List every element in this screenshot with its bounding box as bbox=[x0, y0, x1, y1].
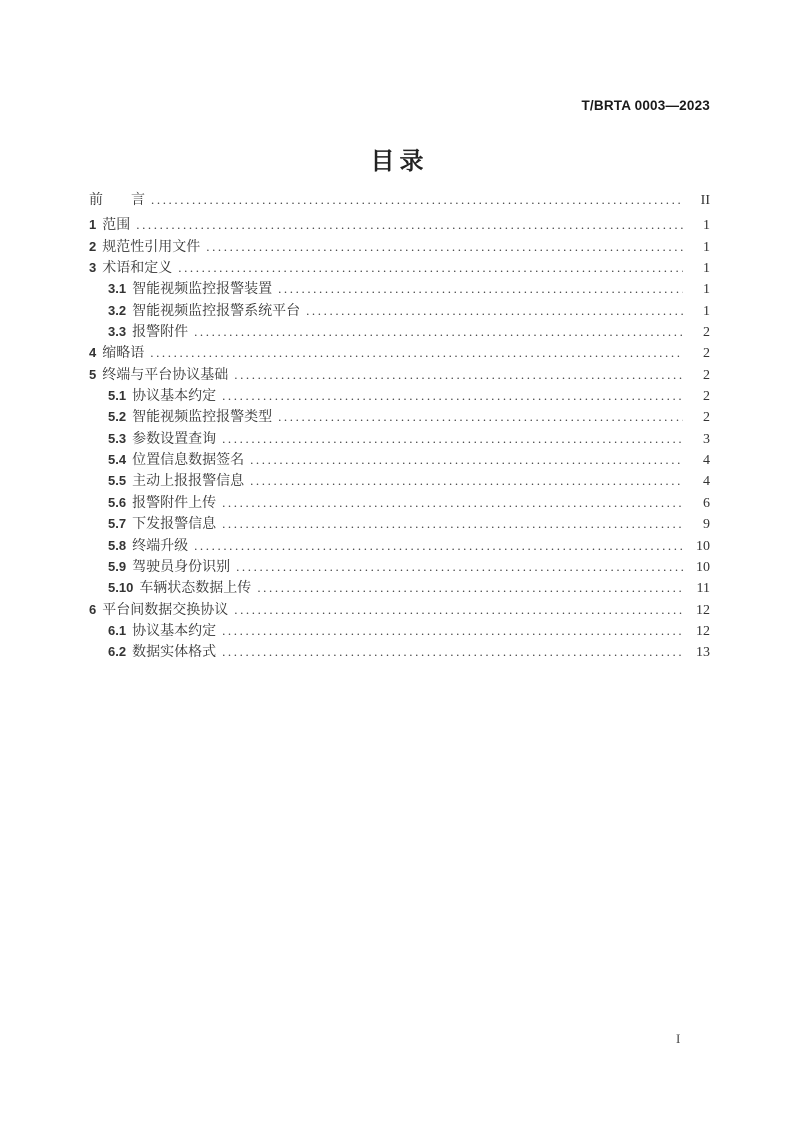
toc-entry-number: 3 bbox=[89, 260, 97, 276]
toc-entry-label: 术语和定义 bbox=[102, 261, 173, 277]
document-number: T/BRTA 0003—2023 bbox=[581, 98, 710, 113]
toc-entry-page: 6 bbox=[703, 495, 710, 511]
toc-entry bbox=[89, 620, 710, 641]
toc-entry-label: 终端升级 bbox=[132, 538, 189, 554]
toc-entry bbox=[89, 535, 710, 556]
toc-entry bbox=[89, 641, 710, 662]
toc-leader-dots bbox=[222, 516, 683, 533]
toc-entry-number: 5.2 bbox=[108, 409, 127, 425]
toc-entry-page: 12 bbox=[696, 623, 710, 639]
toc-entry-page: 2 bbox=[703, 325, 710, 341]
toc-leader-dots bbox=[278, 281, 683, 298]
toc-leader-dots bbox=[234, 367, 683, 384]
toc-leader-dots bbox=[234, 602, 683, 619]
toc-entry-label: 位置信息数据签名 bbox=[132, 453, 245, 469]
toc-entry-label: 平台间数据交换协议 bbox=[102, 602, 229, 618]
toc-entry bbox=[89, 577, 710, 598]
toc-entry-page: 13 bbox=[696, 645, 710, 661]
toc-entry-page: 1 bbox=[703, 261, 710, 277]
toc-entry bbox=[89, 385, 710, 406]
toc-entry bbox=[89, 189, 710, 210]
toc-entry-page: 4 bbox=[703, 453, 710, 469]
toc-entry bbox=[89, 470, 710, 491]
toc-entry bbox=[89, 406, 710, 427]
toc-entry-label: 报警附件 bbox=[132, 325, 189, 341]
toc-entry-page: 1 bbox=[703, 218, 710, 234]
toc-entry-page: 10 bbox=[696, 559, 710, 575]
toc-entry-label: 范围 bbox=[102, 218, 131, 234]
toc-leader-dots bbox=[222, 388, 683, 405]
toc-entry bbox=[89, 513, 710, 534]
toc-leader-dots bbox=[206, 239, 683, 256]
toc-entry bbox=[89, 599, 710, 620]
toc-entry-page: 2 bbox=[703, 389, 710, 405]
toc-leader-dots bbox=[222, 495, 683, 512]
toc-entry bbox=[89, 278, 710, 299]
toc-entry-label: 协议基本约定 bbox=[132, 623, 217, 639]
toc-entry-page: 1 bbox=[703, 303, 710, 319]
toc-leader-dots bbox=[136, 217, 683, 234]
toc-entry-page: 10 bbox=[696, 538, 710, 554]
toc-entry-number: 5.6 bbox=[108, 494, 127, 510]
toc-entry-label: 主动上报报警信息 bbox=[132, 474, 245, 490]
toc-entry bbox=[89, 236, 710, 257]
toc-entry-number: 5.9 bbox=[108, 558, 127, 574]
toc-entry-label: 车辆状态数据上传 bbox=[139, 581, 252, 597]
toc-entry-label: 报警附件上传 bbox=[132, 495, 217, 511]
toc-leader-dots bbox=[236, 559, 683, 576]
toc-entry bbox=[89, 428, 710, 449]
toc-entry bbox=[89, 492, 710, 513]
toc-entry-number: 6.2 bbox=[108, 644, 127, 660]
toc-entry-number: 6.1 bbox=[108, 622, 127, 638]
toc-entry bbox=[89, 257, 710, 278]
toc-entry-page: 2 bbox=[703, 367, 710, 383]
toc-entry-label: 智能视频监控报警装置 bbox=[132, 282, 273, 298]
toc-entry-label: 终端与平台协议基础 bbox=[102, 367, 229, 383]
toc-entry-page: 2 bbox=[703, 410, 710, 426]
toc-entry-number: 2 bbox=[89, 238, 97, 254]
toc-leader-dots bbox=[278, 409, 683, 426]
toc-leader-dots bbox=[257, 580, 683, 597]
toc-entry-page: 2 bbox=[703, 346, 710, 362]
toc-entry bbox=[89, 364, 710, 385]
toc-entry-label: 规范性引用文件 bbox=[102, 239, 201, 255]
toc-entry-label: 数据实体格式 bbox=[132, 645, 217, 661]
toc-leader-dots bbox=[250, 452, 683, 469]
toc-entry-page: II bbox=[700, 193, 710, 208]
toc-entry-number: 3.1 bbox=[108, 281, 127, 297]
page-title: 目录 bbox=[370, 149, 429, 175]
toc-entry-number: 5.3 bbox=[108, 430, 127, 446]
toc-entry-number: 6 bbox=[89, 601, 97, 617]
toc-entry-label: 协议基本约定 bbox=[132, 389, 217, 405]
toc-entry-number: 4 bbox=[89, 345, 97, 361]
toc-entry-page: 11 bbox=[696, 581, 710, 597]
toc-entry-number: 5.1 bbox=[108, 388, 127, 404]
toc-entry-label: 缩略语 bbox=[102, 346, 145, 362]
toc-entry-number: 5 bbox=[89, 366, 97, 382]
toc-entry bbox=[89, 300, 710, 321]
toc-entry bbox=[89, 214, 710, 235]
toc-entry-number: 1 bbox=[89, 217, 97, 233]
toc-entry-label: 下发报警信息 bbox=[132, 517, 217, 533]
toc-entry-page: 1 bbox=[703, 239, 710, 255]
toc-entry-page: 4 bbox=[703, 474, 710, 490]
toc-entry-page: 1 bbox=[703, 282, 710, 298]
toc-leader-dots bbox=[178, 260, 683, 277]
toc-leader-dots bbox=[222, 431, 683, 448]
toc-entry-label: 前 言 bbox=[89, 193, 145, 208]
toc-leader-dots bbox=[150, 345, 683, 362]
toc-leader-dots bbox=[194, 538, 683, 555]
toc-leader-dots bbox=[222, 623, 683, 640]
toc-leader-dots bbox=[306, 303, 683, 320]
toc-leader-dots bbox=[194, 324, 683, 341]
toc-entry-number: 5.7 bbox=[108, 516, 127, 532]
toc-entry bbox=[89, 321, 710, 342]
toc-entry-page: 12 bbox=[696, 602, 710, 618]
toc-entry-label: 智能视频监控报警系统平台 bbox=[132, 303, 301, 319]
toc-leader-dots bbox=[151, 192, 683, 209]
toc-leader-dots bbox=[222, 644, 683, 661]
toc-entry-number: 3.2 bbox=[108, 302, 127, 318]
toc-entry-page: 3 bbox=[703, 431, 710, 447]
toc-entry-number: 3.3 bbox=[108, 324, 127, 340]
toc-list bbox=[89, 189, 710, 663]
toc-leader-dots bbox=[250, 473, 683, 490]
footer-page-number: I bbox=[676, 1031, 681, 1046]
toc-entry-page: 9 bbox=[703, 517, 710, 533]
toc-entry-number: 5.8 bbox=[108, 537, 127, 553]
toc-entry-label: 参数设置查询 bbox=[132, 431, 217, 447]
toc-entry-number: 5.4 bbox=[108, 452, 127, 468]
toc-entry bbox=[89, 449, 710, 470]
toc-entry bbox=[89, 556, 710, 577]
toc-entry-label: 驾驶员身份识别 bbox=[132, 559, 231, 575]
toc-entry bbox=[89, 342, 710, 363]
toc-entry-number: 5.5 bbox=[108, 473, 127, 489]
toc-entry-number: 5.10 bbox=[108, 580, 134, 596]
toc-entry-label: 智能视频监控报警类型 bbox=[132, 410, 273, 426]
